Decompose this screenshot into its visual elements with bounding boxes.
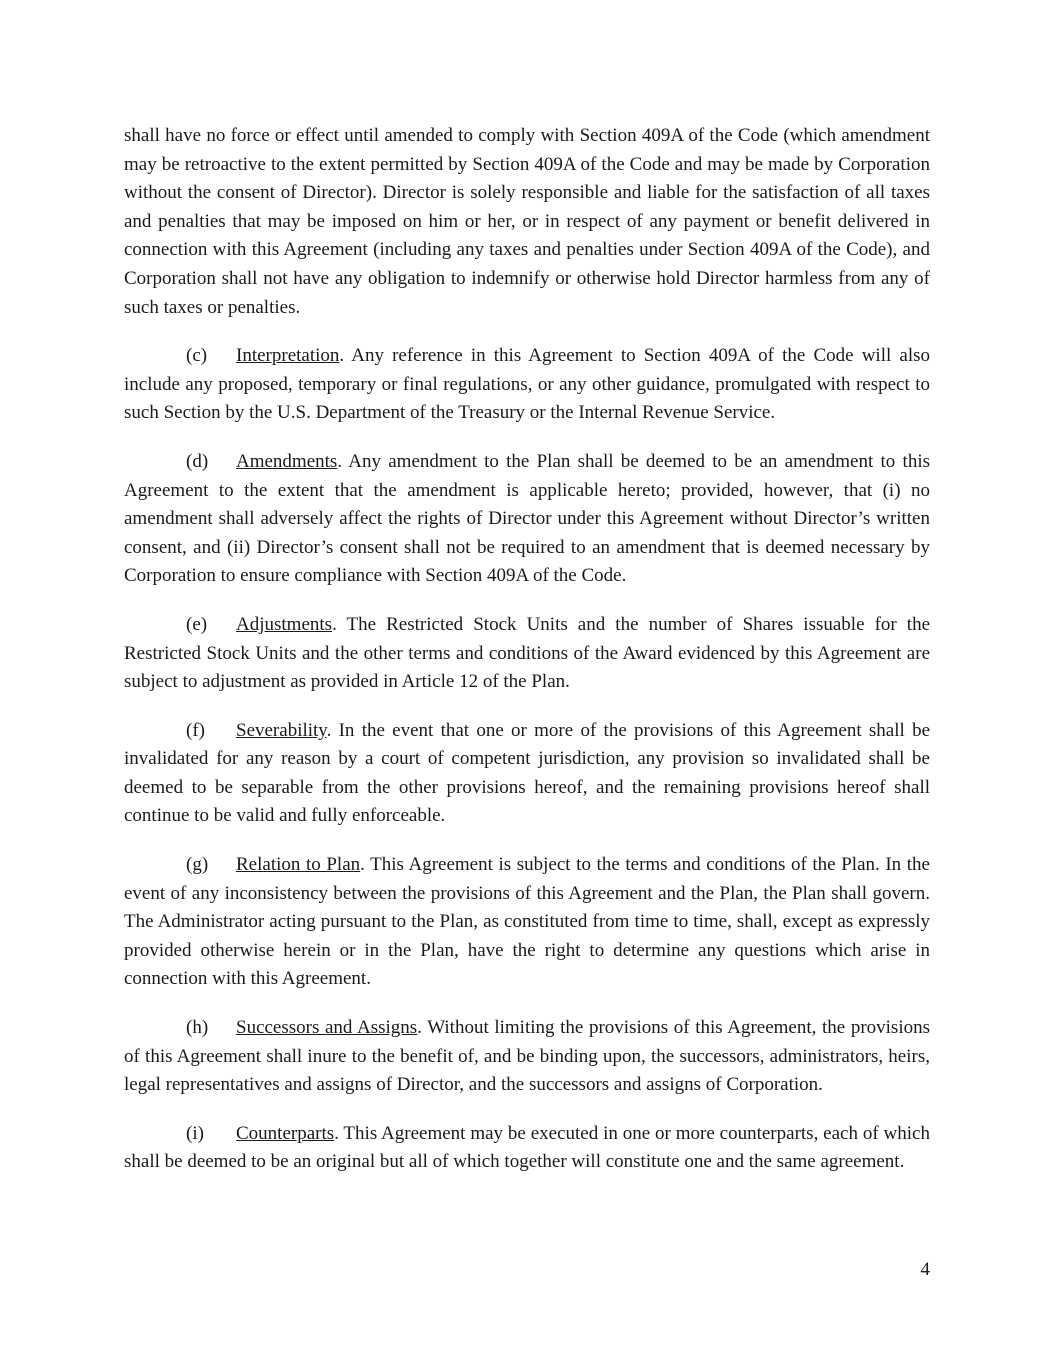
section-title: Relation to Plan bbox=[236, 854, 361, 876]
section-title: Amendments bbox=[236, 450, 338, 472]
section-label: (f) bbox=[186, 719, 205, 741]
section-h bbox=[124, 1014, 930, 1100]
section-text: . Any reference in this Agreement to Section 409A of the Code will also include any proposed, temporary or final regulations, or any other guidance, promulgated with respect to such Section by the U.S. Department of the Treasury or the Internal Revenue Service. bbox=[124, 345, 930, 424]
document-page bbox=[124, 122, 930, 1197]
section-label: (g) bbox=[186, 854, 209, 876]
section-title: Severability bbox=[236, 719, 327, 741]
continuation-paragraph: shall have no force or effect until amended to comply with Section 409A of the Code (which amendment may be retroactive to the extent permitted by Section 409A of the Code and may be made by Corporation without the consent of Director). Director is solely responsible and liable for the satisfaction of all taxes and penalties that may be imposed on him or her, or in respect of any payment or benefit delivered in connection with this Agreement (including any taxes and penalties under Section 409A of the Code), and Corporation shall not have any obligation to indemnify or otherwise hold Director harmless from any of such taxes or penalties. bbox=[124, 125, 930, 318]
section-label: (e) bbox=[186, 613, 208, 635]
section-c bbox=[124, 342, 930, 428]
section-text: . Without limiting the provisions of this Agreement, the provisions of this Agreement shall inure to the benefit of, and be binding upon, the successors, administrators, heirs, legal representatives and assigns of Director, and the successors and assigns of Corporation. bbox=[124, 1017, 930, 1096]
section-text: . Any amendment to the Plan shall be deemed to be an amendment to this Agreement to the extent that the amendment is applicable hereto; provided, however, that (i) no amendment shall adversely affect the rights of Director under this Agreement without Director’s written consent, and (ii) Director’s consent shall not be required to an amendment that is deemed necessary by Corporation to ensure compliance with Section 409A of the Code. bbox=[124, 450, 930, 587]
section-text: . This Agreement may be executed in one or more counterparts, each of which shall be deemed to be an original but all of which together will constitute one and the same agreement. bbox=[124, 1122, 930, 1173]
section-label: (h) bbox=[186, 1017, 209, 1039]
section-label: (i) bbox=[186, 1122, 204, 1144]
section-e bbox=[124, 611, 930, 697]
section-text: . This Agreement is subject to the terms and conditions of the Plan. In the event of any inconsistency between the provisions of this Agreement and the Plan, the Plan shall govern. The Administrator acting pursuant to the Plan, as constituted from time to time, shall, except as expressly provided otherwise herein or in the Plan, have the right to determine any questions which arise in connection with this Agreement. bbox=[124, 854, 930, 990]
section-i bbox=[124, 1120, 930, 1177]
section-title: Interpretation bbox=[236, 345, 340, 367]
page-number: 4 bbox=[920, 1259, 930, 1280]
section-title: Counterparts bbox=[236, 1122, 335, 1144]
section-f bbox=[124, 717, 930, 831]
section-text: . The Restricted Stock Units and the number of Shares issuable for the Restricted Stock Units and the other terms and conditions of the Award evidenced by this Agreement are subject to adjustment as provided in Article 12 of the Plan. bbox=[124, 613, 930, 693]
section-label: (c) bbox=[186, 345, 208, 367]
section-d bbox=[124, 448, 930, 591]
section-title: Adjustments bbox=[236, 613, 333, 635]
section-title: Successors and Assigns bbox=[236, 1017, 418, 1039]
section-label: (d) bbox=[186, 450, 209, 472]
section-text: . In the event that one or more of the provisions of this Agreement shall be invalidated for any reason by a court of competent jurisdiction, any provision so invalidated shall be deemed to be separable from the other provisions hereof, and the remaining provisions hereof shall continue to be valid and fully enforceable. bbox=[124, 719, 930, 827]
section-g bbox=[124, 851, 930, 994]
